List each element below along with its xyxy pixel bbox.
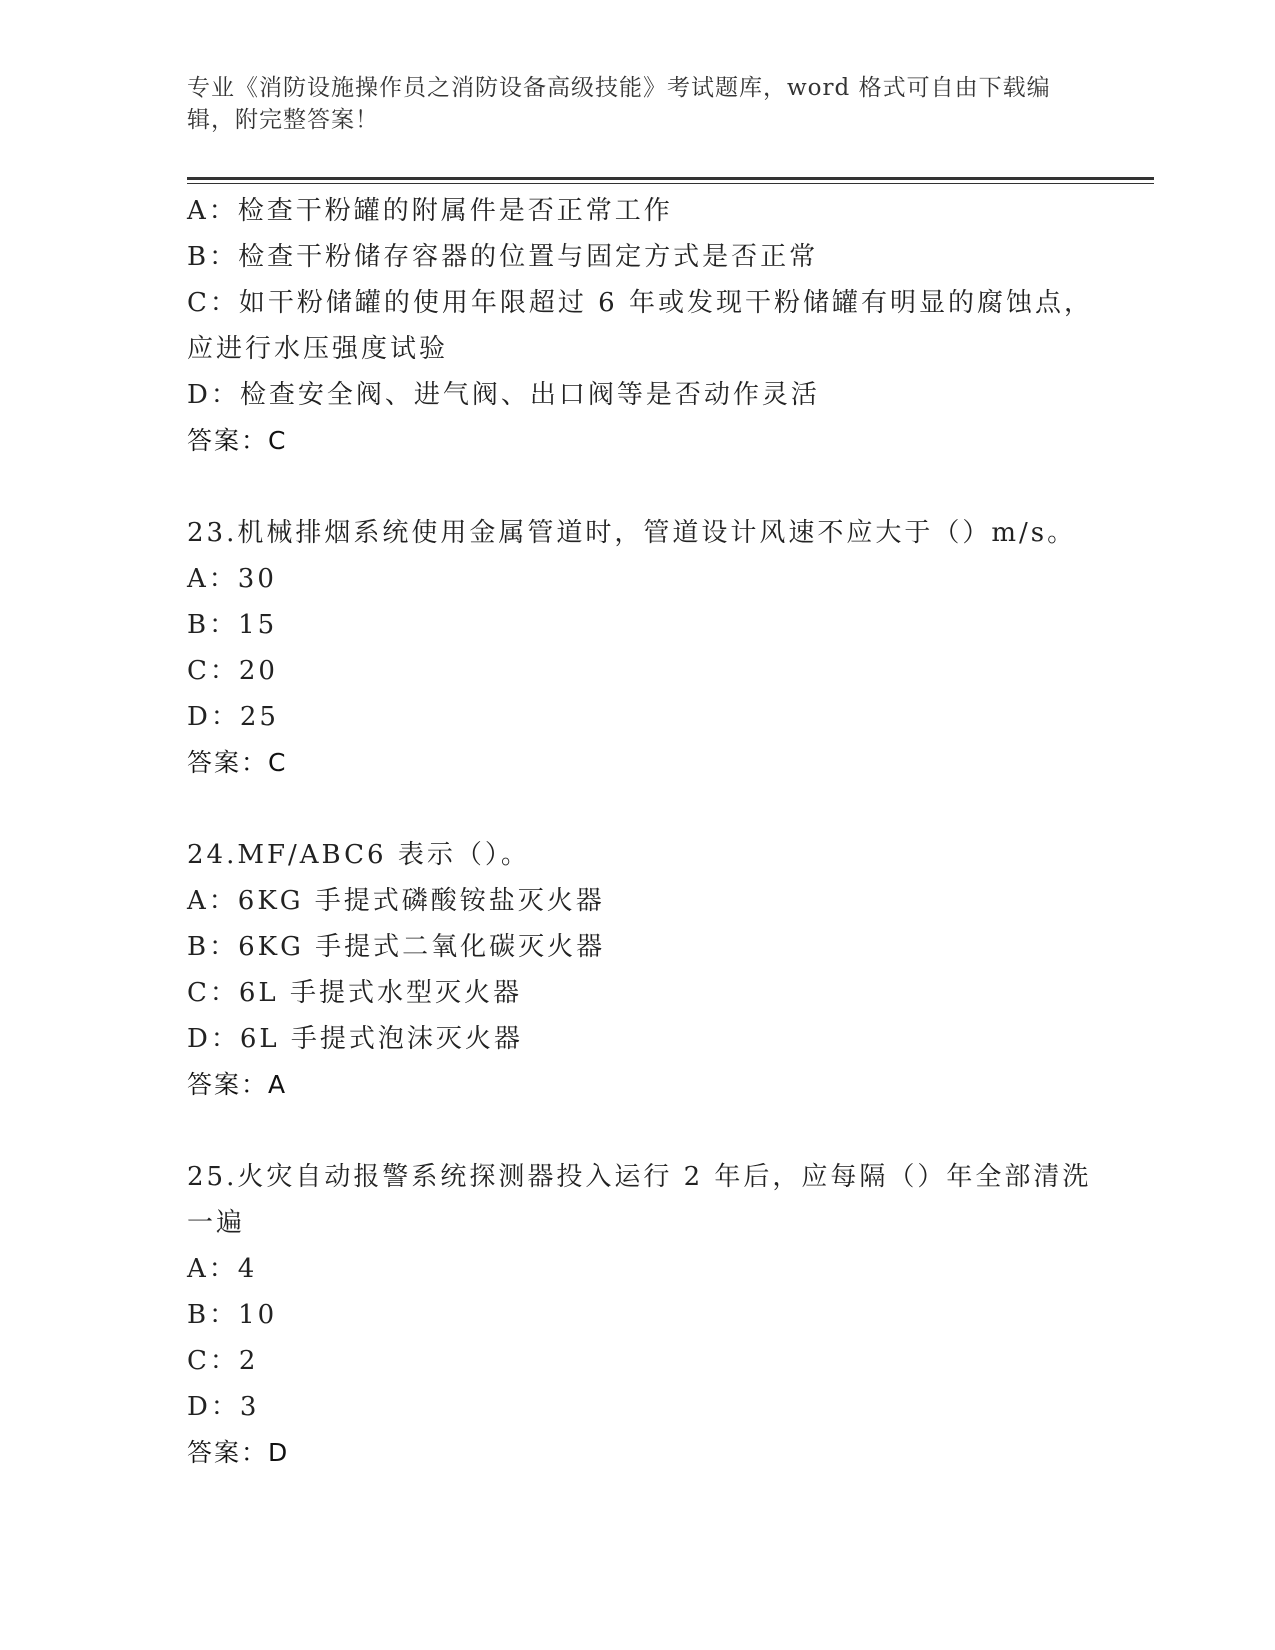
question-24-block — [187, 832, 1087, 1108]
header-rule-thin — [187, 183, 1154, 184]
option-d: D：3 — [187, 1392, 260, 1422]
option-d: D：检查安全阀、进气阀、出口阀等是否动作灵活 — [187, 380, 820, 410]
header-rule-thick — [187, 177, 1154, 180]
option-b: B：10 — [187, 1300, 278, 1330]
question-23-text: 23.机械排烟系统使用金属管道时，管道设计风速不应大于（）m/s。 — [187, 518, 1077, 548]
question-25-block — [187, 1154, 1092, 1476]
question-content — [187, 188, 1093, 1476]
option-d: D：25 — [187, 702, 279, 732]
option-c-continued: 应进行水压强度试验 — [187, 334, 449, 364]
prev-question-block — [187, 188, 1093, 464]
option-c: C：6L 手提式水型灭火器 — [187, 978, 522, 1008]
question-25-text-continued: 一遍 — [187, 1208, 246, 1238]
answer-text: 答案：C — [187, 748, 288, 777]
spacer — [187, 464, 1087, 510]
question-24-text: 24.MF/ABC6 表示（）。 — [187, 840, 530, 870]
option-c: C：如干粉储罐的使用年限超过 6 年或发现干粉储罐有明显的腐蚀点， — [187, 288, 1093, 318]
header-line-1: 专业《消防设施操作员之消防设备高级技能》考试题库，word 格式可自由下载编 — [187, 75, 1051, 101]
answer-text: 答案：D — [187, 1438, 290, 1467]
document-header — [187, 72, 1067, 136]
header-line-2: 辑，附完整答案！ — [187, 107, 379, 133]
option-a: A：30 — [187, 564, 277, 594]
question-25-text: 25.火灾自动报警系统探测器投入运行 2 年后，应每隔（）年全部清洗 — [187, 1162, 1092, 1192]
answer-text: 答案：C — [187, 426, 288, 455]
option-d: D：6L 手提式泡沫灭火器 — [187, 1024, 523, 1054]
spacer — [187, 786, 1087, 832]
option-a: A：6KG 手提式磷酸铵盐灭火器 — [187, 886, 605, 916]
option-b: B：15 — [187, 610, 278, 640]
spacer — [187, 1108, 1087, 1154]
option-a: A：检查干粉罐的附属件是否正常工作 — [187, 196, 673, 226]
option-a: A：4 — [187, 1254, 258, 1284]
question-23-block — [187, 510, 1087, 786]
option-b: B：6KG 手提式二氧化碳灭火器 — [187, 932, 606, 962]
option-c: C：2 — [187, 1346, 259, 1376]
option-b: B：检查干粉储存容器的位置与固定方式是否正常 — [187, 242, 819, 272]
option-c: C：20 — [187, 656, 278, 686]
answer-text: 答案：A — [187, 1070, 288, 1099]
